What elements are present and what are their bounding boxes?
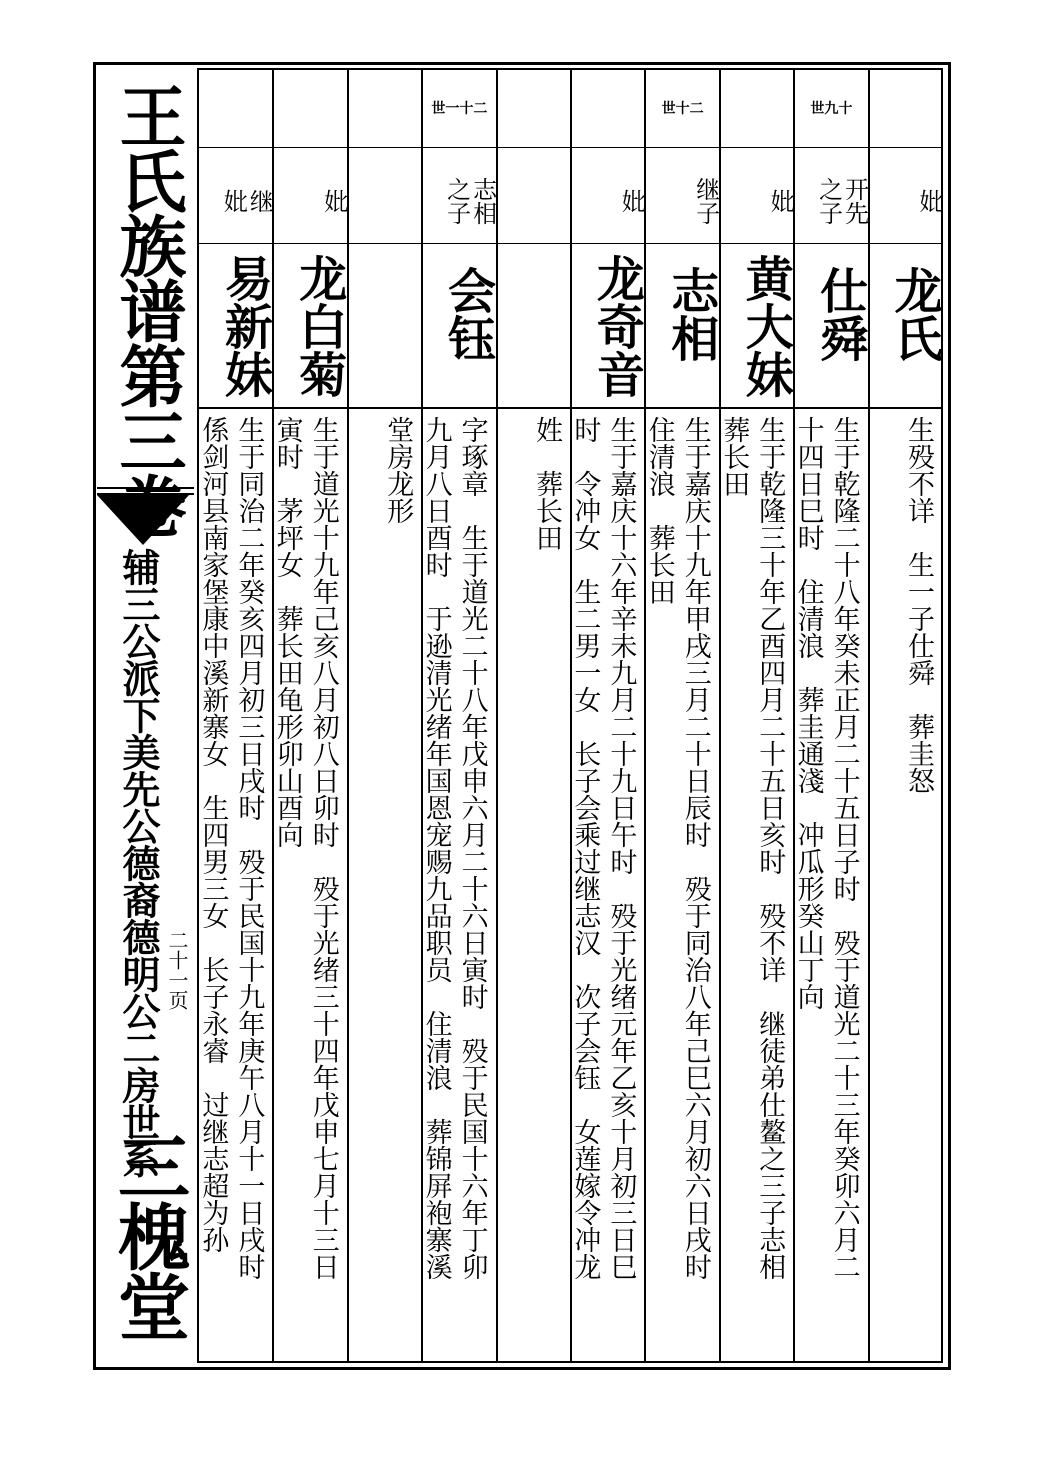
relation-cell: [572, 148, 644, 244]
person-name: 仕舜: [811, 266, 868, 362]
biography-cell: [569, 408, 644, 1362]
generation-cell: 世九十: [795, 69, 867, 148]
genealogy-column: [347, 69, 421, 1362]
name-cell: [572, 244, 644, 409]
title-triangle-ornament: [97, 495, 189, 545]
relation-cell: [721, 148, 793, 244]
biography-text: 堂房龙形: [382, 416, 414, 524]
person-name: 会钰: [439, 266, 496, 362]
book-title: 王氏族谱第三卷: [109, 82, 188, 537]
relation-cell: [646, 148, 718, 244]
biography-text: 字琢章 生于道光二十八年戊申六月二十六日寅时 殁于民国十六年丁卯 九月八日酉时 于逊清光绪年国恩宠赐九品职员 住清浪 葬锦屏袍寨溪: [420, 416, 488, 1280]
page-number: 二十一页: [165, 930, 189, 1010]
generation-cell: [349, 69, 421, 148]
biography-cell: [349, 408, 421, 1362]
generation-cell: [498, 69, 570, 148]
biography-cell: [198, 408, 272, 1362]
genealogy-column: [868, 69, 942, 1362]
relation-cell: [498, 148, 570, 244]
biography-text: 生于嘉庆十九年甲戌三月二十日辰时 殁于同治八年己巳六月初六日戌时 住清浪 葬长田: [643, 416, 711, 1280]
person-name: 黄大妹: [737, 254, 794, 398]
person-name: 龙白菊: [290, 254, 347, 398]
name-cell: [198, 244, 272, 409]
relation-cell: [349, 148, 421, 244]
generation-cell: [870, 69, 942, 148]
genealogy-column: [793, 69, 867, 1362]
relation-text: [498, 166, 570, 236]
relation-cell: [423, 148, 495, 244]
biography-text: 生于同治二年癸亥四月初三日戌时 殁于民国十九年庚午八月十一日戌时 係剑河县南家堡康中溪新寨女 生四男三女 长子永睿 过继志超为孙: [197, 416, 265, 1280]
relation-text: 继 妣: [219, 189, 274, 213]
genealogy-column: [272, 69, 346, 1362]
relation-cell: [870, 148, 942, 244]
biography-text: 姓 葬长田: [530, 416, 562, 551]
name-cell: [349, 244, 421, 409]
genealogy-column: [570, 69, 644, 1362]
biography-cell: [870, 408, 942, 1362]
lineage-subtitle: 辅三公派下美先公德裔德明公二房世系: [116, 548, 161, 1177]
relation-text: 开先 之子: [814, 177, 869, 225]
person-name: 志相: [662, 266, 719, 362]
genealogy-column: [421, 69, 495, 1362]
biography-text: 生于道光十九年己亥八月初八日卯时 殁于光绪三十四年戊申七月十三日 寅时 茅坪女 葬长田龟形卯山酉向: [271, 416, 339, 1280]
generation-cell: [572, 69, 644, 148]
relation-text: 妣: [766, 189, 795, 213]
generation-cell: [721, 69, 793, 148]
biography-cell: [718, 408, 793, 1362]
relation-cell: [274, 148, 346, 244]
person-name: 龙氏: [885, 266, 942, 362]
relation-cell: [795, 148, 867, 244]
biography-text: 生于乾隆三十年乙酉四月二十五日亥时 殁不详 继徒弟仕鳌之三子志相 葬长田: [718, 416, 786, 1280]
person-name: 龙奇音: [588, 254, 645, 398]
name-cell: [423, 244, 495, 409]
biography-text: 生殁不详 生一子仕舜 葬圭怒: [902, 416, 934, 794]
person-name: 易新妹: [216, 254, 273, 398]
generation-cell: [198, 69, 272, 148]
name-cell: [795, 244, 867, 409]
generation-cell: 世一十二: [423, 69, 495, 148]
biography-cell: [498, 408, 570, 1362]
name-cell: [721, 244, 793, 409]
genealogy-column: [719, 69, 793, 1362]
biography-cell: [792, 408, 867, 1362]
generation-cell: [274, 69, 346, 148]
biography-cell: [271, 408, 346, 1362]
name-cell: [274, 244, 346, 409]
relation-text: 妣: [914, 189, 943, 213]
genealogy-column: [644, 69, 718, 1362]
biography-cell: [420, 408, 495, 1362]
title-divider: [97, 487, 194, 489]
relation-text: 继子: [691, 177, 720, 225]
hall-name: 三槐堂: [106, 1130, 191, 1340]
biography-text: 生于乾隆二十八年癸未正月二十五日子时 殁于道光二十三年癸卯六月二 十四日巳时 住清浪 葬圭通淺 冲瓜形癸山丁向: [792, 416, 860, 1280]
relation-text: 志相 之子: [442, 177, 497, 225]
genealogy-column: [496, 69, 570, 1362]
relation-text: 妣: [617, 189, 646, 213]
relation-cell: [198, 148, 272, 244]
relation-text: [349, 166, 421, 236]
relation-text: 妣: [319, 189, 348, 213]
name-cell: [870, 244, 942, 409]
biography-text: 生于嘉庆十六年辛未九月二十九日午时 殁于光绪元年乙亥十月初三日巳 时 令冲女 生二男一女 长子会乘过继志汉 次子会钰 女莲嫁令冲龙: [569, 416, 637, 1280]
genealogy-column: [198, 69, 272, 1362]
name-cell: [498, 244, 570, 409]
name-cell: [646, 244, 718, 409]
generation-cell: 世十二: [646, 69, 718, 148]
biography-cell: [643, 408, 718, 1362]
